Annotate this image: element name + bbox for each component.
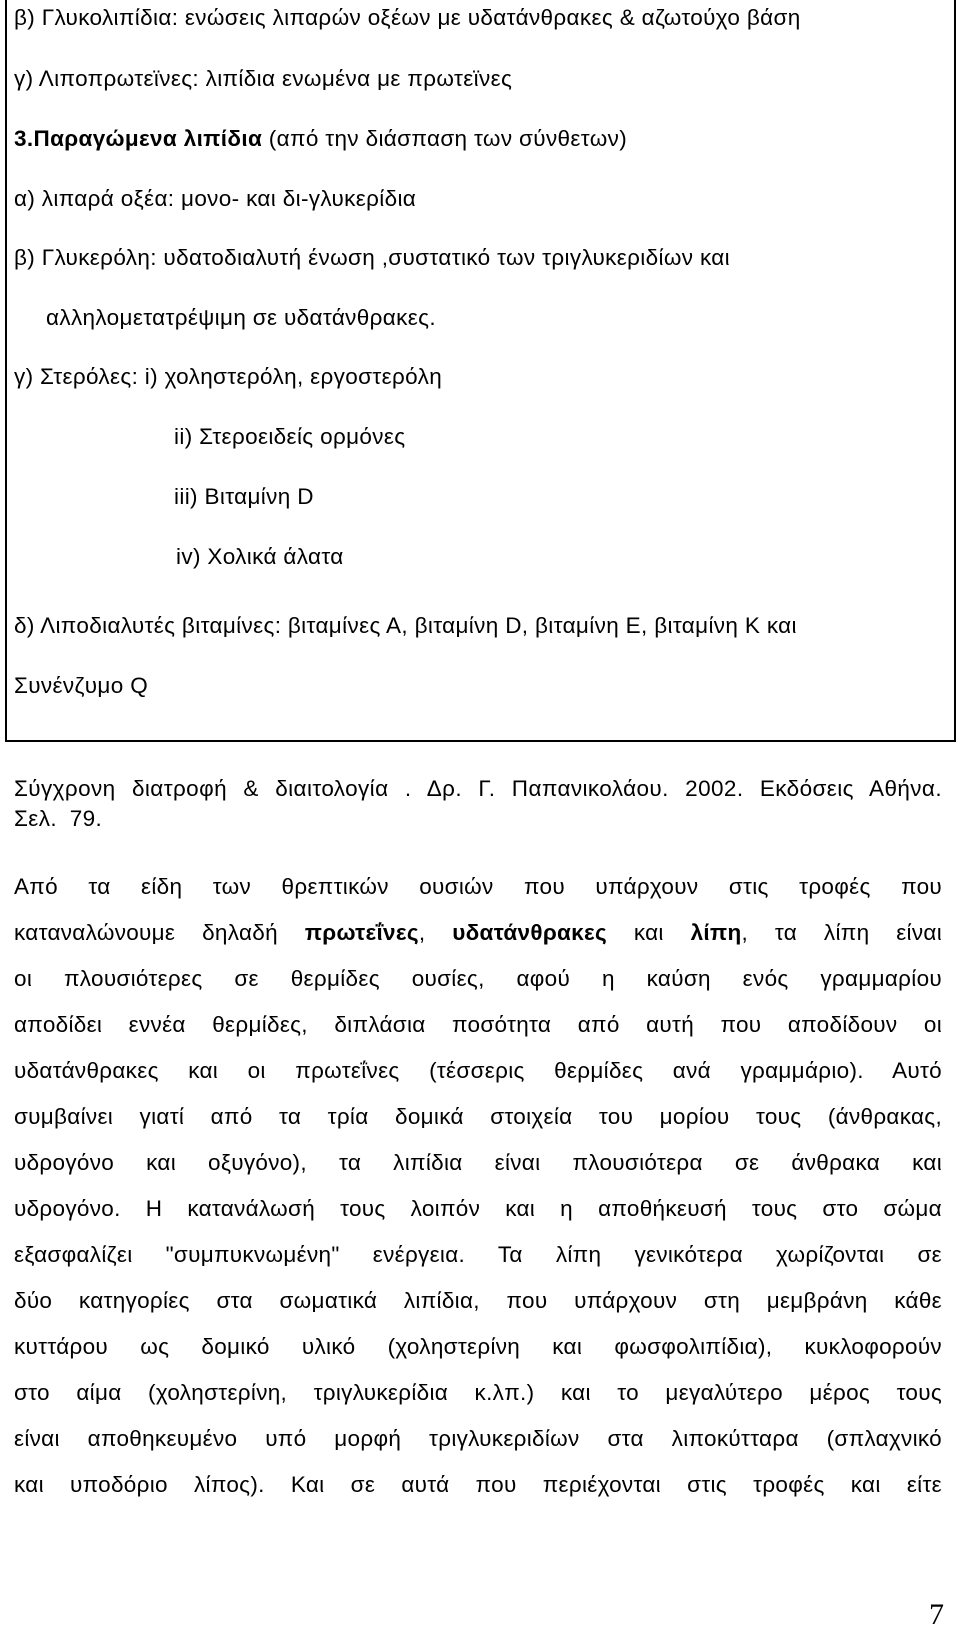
paragraph-line-5: υδατάνθρακες και οι πρωτεΐνες (τέσσερις θερμίδες ανά γραμμάριο). Αυτό: [14, 1058, 942, 1083]
box-line-3: 3.Παραγώμενα λιπίδια (από την διάσπαση των σύνθετων): [14, 126, 628, 151]
paragraph-line-7: υδρογόνο και οξυγόνο), τα λιπίδια είναι πλουσιότερα σε άνθρακα και: [14, 1150, 942, 1175]
box-line-9: iii) Βιταμίνη D: [174, 484, 314, 509]
box-line-10: iv) Χολικά άλατα: [176, 544, 344, 569]
reference-citation: Σύγχρονη διατροφή & διαιτολογία . Δρ. Γ. Παπανικολάου. 2002. Εκδόσεις Αθήνα. Σελ. 79.: [14, 776, 942, 831]
paragraph-line-4: αποδίδει εννέα θερμίδες, διπλάσια ποσότητα από αυτή που αποδίδουν οι: [14, 1012, 942, 1037]
paragraph-line-2: καταναλώνουμε δηλαδή πρωτεΐνες, υδατάνθρακες και λίπη, τα λίπη είναι: [14, 920, 943, 945]
bold-proteins: πρωτεΐνες: [304, 920, 419, 945]
paragraph-line-13: είναι αποθηκευμένο υπό μορφή τριγλυκεριδίων στα λιποκύτταρα (σπλαχνικό: [14, 1426, 942, 1451]
paragraph-line-14: και υποδόριο λίπος). Και σε αυτά που περιέχονται στις τροφές και είτε: [14, 1472, 942, 1497]
box-line-7: γ) Στερόλες: i) χοληστερόλη, εργοστερόλη: [14, 364, 443, 389]
paragraph-line-10: δύο κατηγορίες στα σωματικά λιπίδια, που υπάρχουν στη μεμβράνη κάθε: [14, 1288, 942, 1313]
page-number: 7: [929, 1598, 944, 1631]
bold-fats: λίπη: [690, 920, 742, 945]
box-line-5: β) Γλυκερόλη: υδατοδιαλυτή ένωση ,συστατικό των τριγλυκεριδίων και: [14, 245, 731, 270]
paragraph-line-11: κυττάρου ως δομικό υλικό (χοληστερίνη και φωσφολιπίδια), κυκλοφορούν: [14, 1334, 942, 1359]
paragraph-line-8: υδρογόνο. Η κατανάλωσή τους λοιπόν και η αποθήκευσή τους στο σώμα: [14, 1196, 942, 1221]
bold-carbohydrates: υδατάνθρακες: [452, 920, 607, 945]
box-line-8: ii) Στεροειδείς ορμόνες: [174, 424, 406, 449]
box-line-6: αλληλομετατρέψιμη σε υδατάνθρακες.: [46, 305, 436, 330]
paragraph-line-6: συμβαίνει γιατί από τα τρία δομικά στοιχεία του μορίου τους (άνθρακας,: [14, 1104, 942, 1129]
paragraph-line-1: Από τα είδη των θρεπτικών ουσιών που υπάρχουν στις τροφές που: [14, 874, 942, 899]
box-line-2: γ) Λιποπρωτεϊνες: λιπίδια ενωμένα με πρωτεϊνες: [14, 66, 513, 91]
box-line-11: δ) Λιποδιαλυτές βιταμίνες: βιταμίνες Α, βιταμίνη D, βιταμίνη Ε, βιταμίνη Κ και: [14, 613, 797, 638]
paragraph-line-9: εξασφαλίζει "συμπυκνωμένη" ενέργεια. Τα λίπη γενικότερα χωρίζονται σε: [14, 1242, 942, 1267]
section-heading: 3.Παραγώμενα λιπίδια: [14, 126, 263, 151]
paragraph-line-12: στο αίμα (χοληστερίνη, τριγλυκερίδια κ.λπ.) και το μεγαλύτερο μέρος τους: [14, 1380, 942, 1405]
paragraph-line-3: οι πλουσιότερες σε θερμίδες ουσίες, αφού η καύση ενός γραμμαρίου: [14, 966, 942, 991]
box-line-4: α) λιπαρά οξέα: μονο- και δι-γλυκερίδια: [14, 186, 417, 211]
box-line-12: Συνένζυμο Q: [14, 673, 149, 698]
box-line-1: β) Γλυκολιπίδια: ενώσεις λιπαρών οξέων με υδατάνθρακες & αζωτούχο βάση: [14, 5, 801, 30]
